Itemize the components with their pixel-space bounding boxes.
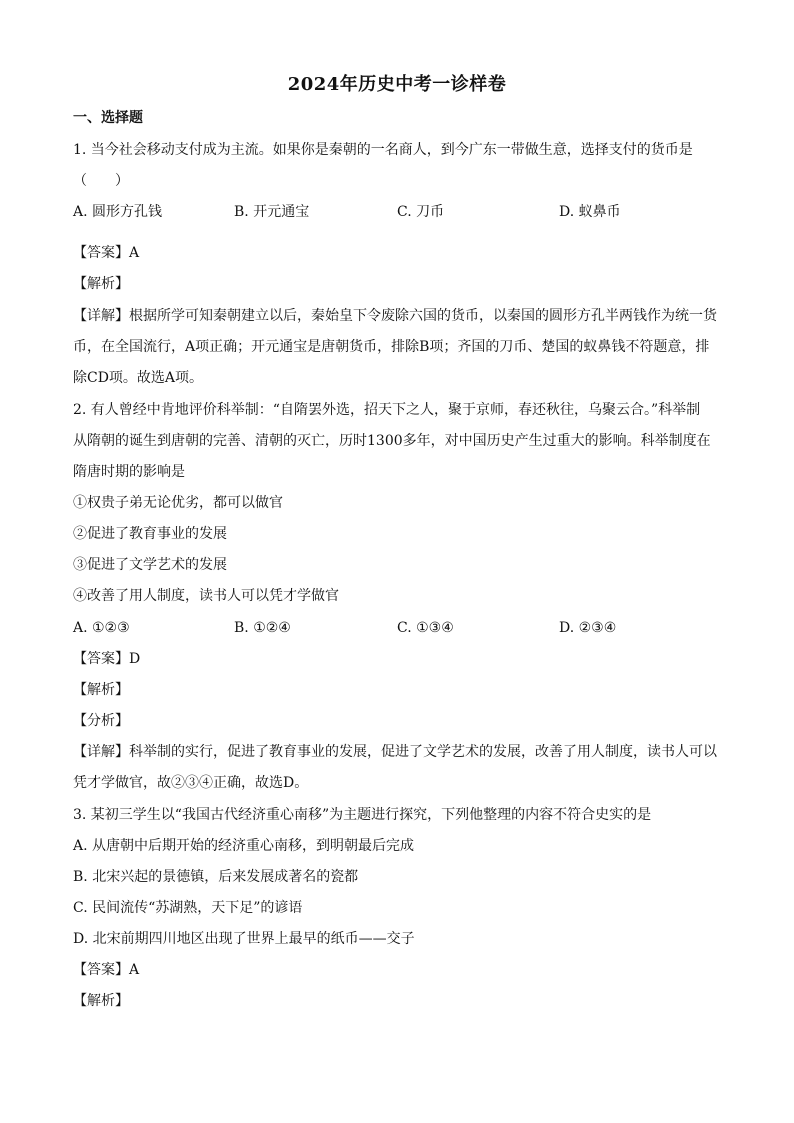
q1-stem-line1: 1. 当今社会移动支付成为主流。如果你是秦朝的一名商人，到今广东一带做生意，选择支付的货币是: [73, 142, 693, 158]
q3-option-d: D. 北宋前期四川地区出现了世界上最早的纸币——交子: [73, 931, 415, 947]
q2-item-2: ②促进了教育事业的发展: [73, 526, 227, 542]
q1-option-a: A. 圆形方孔钱: [73, 204, 163, 220]
q3-answer: 【答案】A: [73, 962, 140, 978]
q1-option-b: B. 开元通宝: [234, 204, 310, 220]
q2-item-3: ③促进了文学艺术的发展: [73, 557, 227, 573]
section-heading: 一、选择题: [73, 110, 143, 126]
q2-option-a: A. ①②③: [73, 620, 130, 636]
q2-stem-line3: 隋唐时期的影响是: [73, 464, 185, 480]
q3-analysis-label: 【解析】: [73, 993, 129, 1009]
q2-fenxi-label: 【分析】: [73, 713, 129, 729]
q1-answer: 【答案】A: [73, 245, 140, 261]
q2-item-1: ①权贵子弟无论优劣，都可以做官: [73, 495, 283, 511]
q2-option-d: D. ②③④: [559, 620, 617, 636]
q2-analysis-label: 【解析】: [73, 682, 129, 698]
q2-option-c: C. ①③④: [397, 620, 454, 636]
q3-option-a: A. 从唐朝中后期开始的经济重心南移，到明朝最后完成: [73, 838, 415, 854]
q2-stem-line1: 2. 有人曾经中肯地评价科举制：“自隋罢外选，招天下之人，聚于京师，春还秋往，乌聚云合。”科举制: [73, 402, 701, 418]
q1-detail-line1: 【详解】根据所学可知秦朝建立以后，秦始皇下令废除六国的货币，以秦国的圆形方孔半两钱作为统一货: [73, 308, 717, 324]
q1-detail-line2: 币，在全国流行，A项正确；开元通宝是唐朝货币，排除B项；齐国的刀币、楚国的蚁鼻钱不符题意，排: [73, 339, 710, 355]
q2-item-4: ④改善了用人制度，读书人可以凭才学做官: [73, 588, 339, 604]
q1-stem-line2: （ ）: [73, 173, 129, 189]
q1-analysis-label: 【解析】: [73, 276, 129, 292]
q1-detail-line3: 除CD项。故选A项。: [73, 370, 204, 386]
q2-answer: 【答案】D: [73, 651, 141, 667]
q2-detail-line2: 凭才学做官，故②③④正确，故选D。: [73, 775, 309, 791]
q2-stem-line2: 从隋朝的诞生到唐朝的完善、清朝的灭亡，历时1300多年，对中国历史产生过重大的影响。科举制度在: [73, 433, 711, 449]
q3-option-b: B. 北宋兴起的景德镇，后来发展成著名的瓷都: [73, 869, 359, 885]
q2-option-b: B. ①②④: [234, 620, 291, 636]
q3-stem-line1: 3. 某初三学生以“我国古代经济重心南移”为主题进行探究，下列他整理的内容不符合史实的是: [73, 807, 652, 823]
page-title: 2024年历史中考一诊样卷: [287, 74, 507, 95]
q1-option-c: C. 刀币: [397, 204, 445, 220]
q1-option-d: D. 蚁鼻币: [559, 204, 621, 220]
q3-option-c: C. 民间流传“苏湖熟，天下足”的谚语: [73, 900, 303, 916]
q2-detail-line1: 【详解】科举制的实行，促进了教育事业的发展，促进了文学艺术的发展，改善了用人制度，读书人可以: [73, 744, 717, 760]
